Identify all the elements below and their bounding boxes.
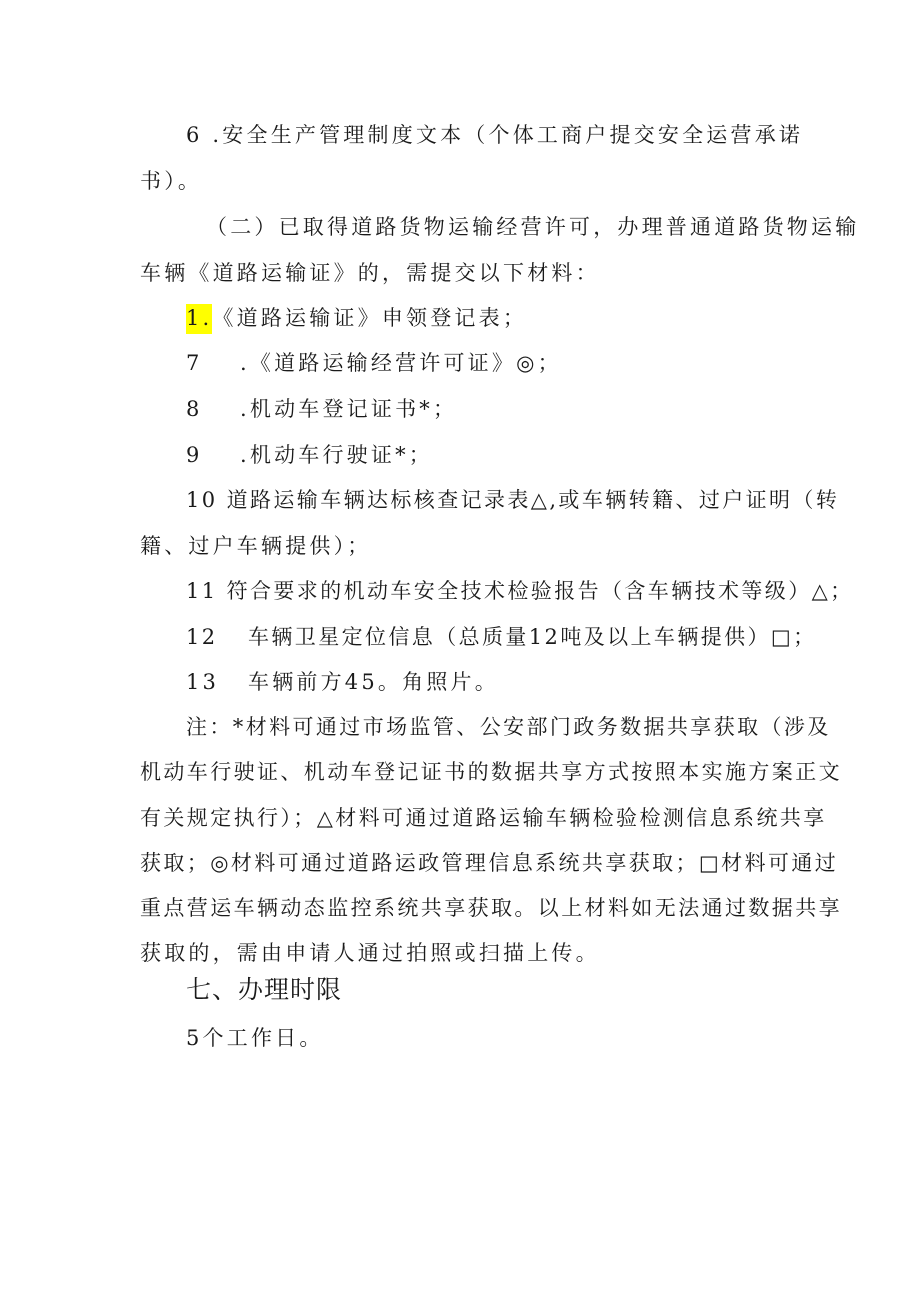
list-item-number: 12 [186, 625, 218, 649]
list-item-text: 《道路运输证》申领登记表； [212, 306, 528, 330]
list-item-text: .机动车行驶证*； [240, 443, 433, 467]
section-heading: 七、办理时限 [186, 975, 343, 1004]
section-2-line-2: 车辆《道路运输证》的，需提交以下材料： [140, 261, 600, 285]
highlighted-number: 1. [186, 304, 212, 334]
list-item-number: 8 [186, 397, 203, 421]
list-item-13 [186, 668, 846, 696]
list-item-text: .机动车登记证书*； [240, 397, 458, 421]
section-2-line-1: （二）已取得道路货物运输经营许可，办理普通道路货物运输 [206, 215, 860, 239]
note-line-1: 注：*材料可通过市场监管、公安部门政务数据共享获取（涉及 [186, 715, 831, 739]
list-item-12 [186, 623, 846, 651]
note-line-4: 获取；◎材料可通过道路运政管理信息系统共享获取；□材料可通过 [140, 851, 839, 875]
list-item-1 [186, 304, 846, 332]
processing-time: 5个工作日。 [186, 1026, 324, 1050]
list-item-11: 11 符合要求的机动车安全技术检验报告（含车辆技术等级）△； [186, 579, 854, 603]
list-item-number: 7 [186, 351, 203, 375]
list-item-10-line-2: 籍、过户车辆提供）； [140, 534, 372, 558]
list-item-number: 9 [186, 443, 203, 467]
list-item-text: 车辆前方45。角照片。 [248, 670, 499, 694]
list-item-8 [186, 395, 846, 423]
note-line-3: 有关规定执行）；△材料可通过道路运输车辆检验检测信息系统共享 [140, 806, 827, 830]
list-item-text: 车辆卫星定位信息（总质量12吨及以上车辆提供）□； [248, 625, 817, 649]
note-line-6: 获取的，需由申请人通过拍照或扫描上传。 [140, 941, 600, 965]
list-item-text: .《道路运输经营许可证》◎； [240, 351, 562, 375]
list-item-7 [186, 349, 846, 377]
note-line-2: 机动车行驶证、机动车登记证书的数据共享方式按照本实施方案正文 [140, 760, 842, 784]
list-item-number: 13 [186, 670, 220, 694]
item-6-line-2: 书）。 [140, 169, 203, 193]
list-item-9 [186, 441, 846, 469]
item-6-line-1: 6 .安全生产管理制度文本（个体工商户提交安全运营承诺 [186, 123, 804, 147]
note-line-5: 重点营运车辆动态监控系统共享获取。以上材料如无法通过数据共享 [140, 896, 842, 920]
list-item-10-line-1: 10 道路运输车辆达标核查记录表△,或车辆转籍、过户证明（转 [186, 488, 840, 512]
